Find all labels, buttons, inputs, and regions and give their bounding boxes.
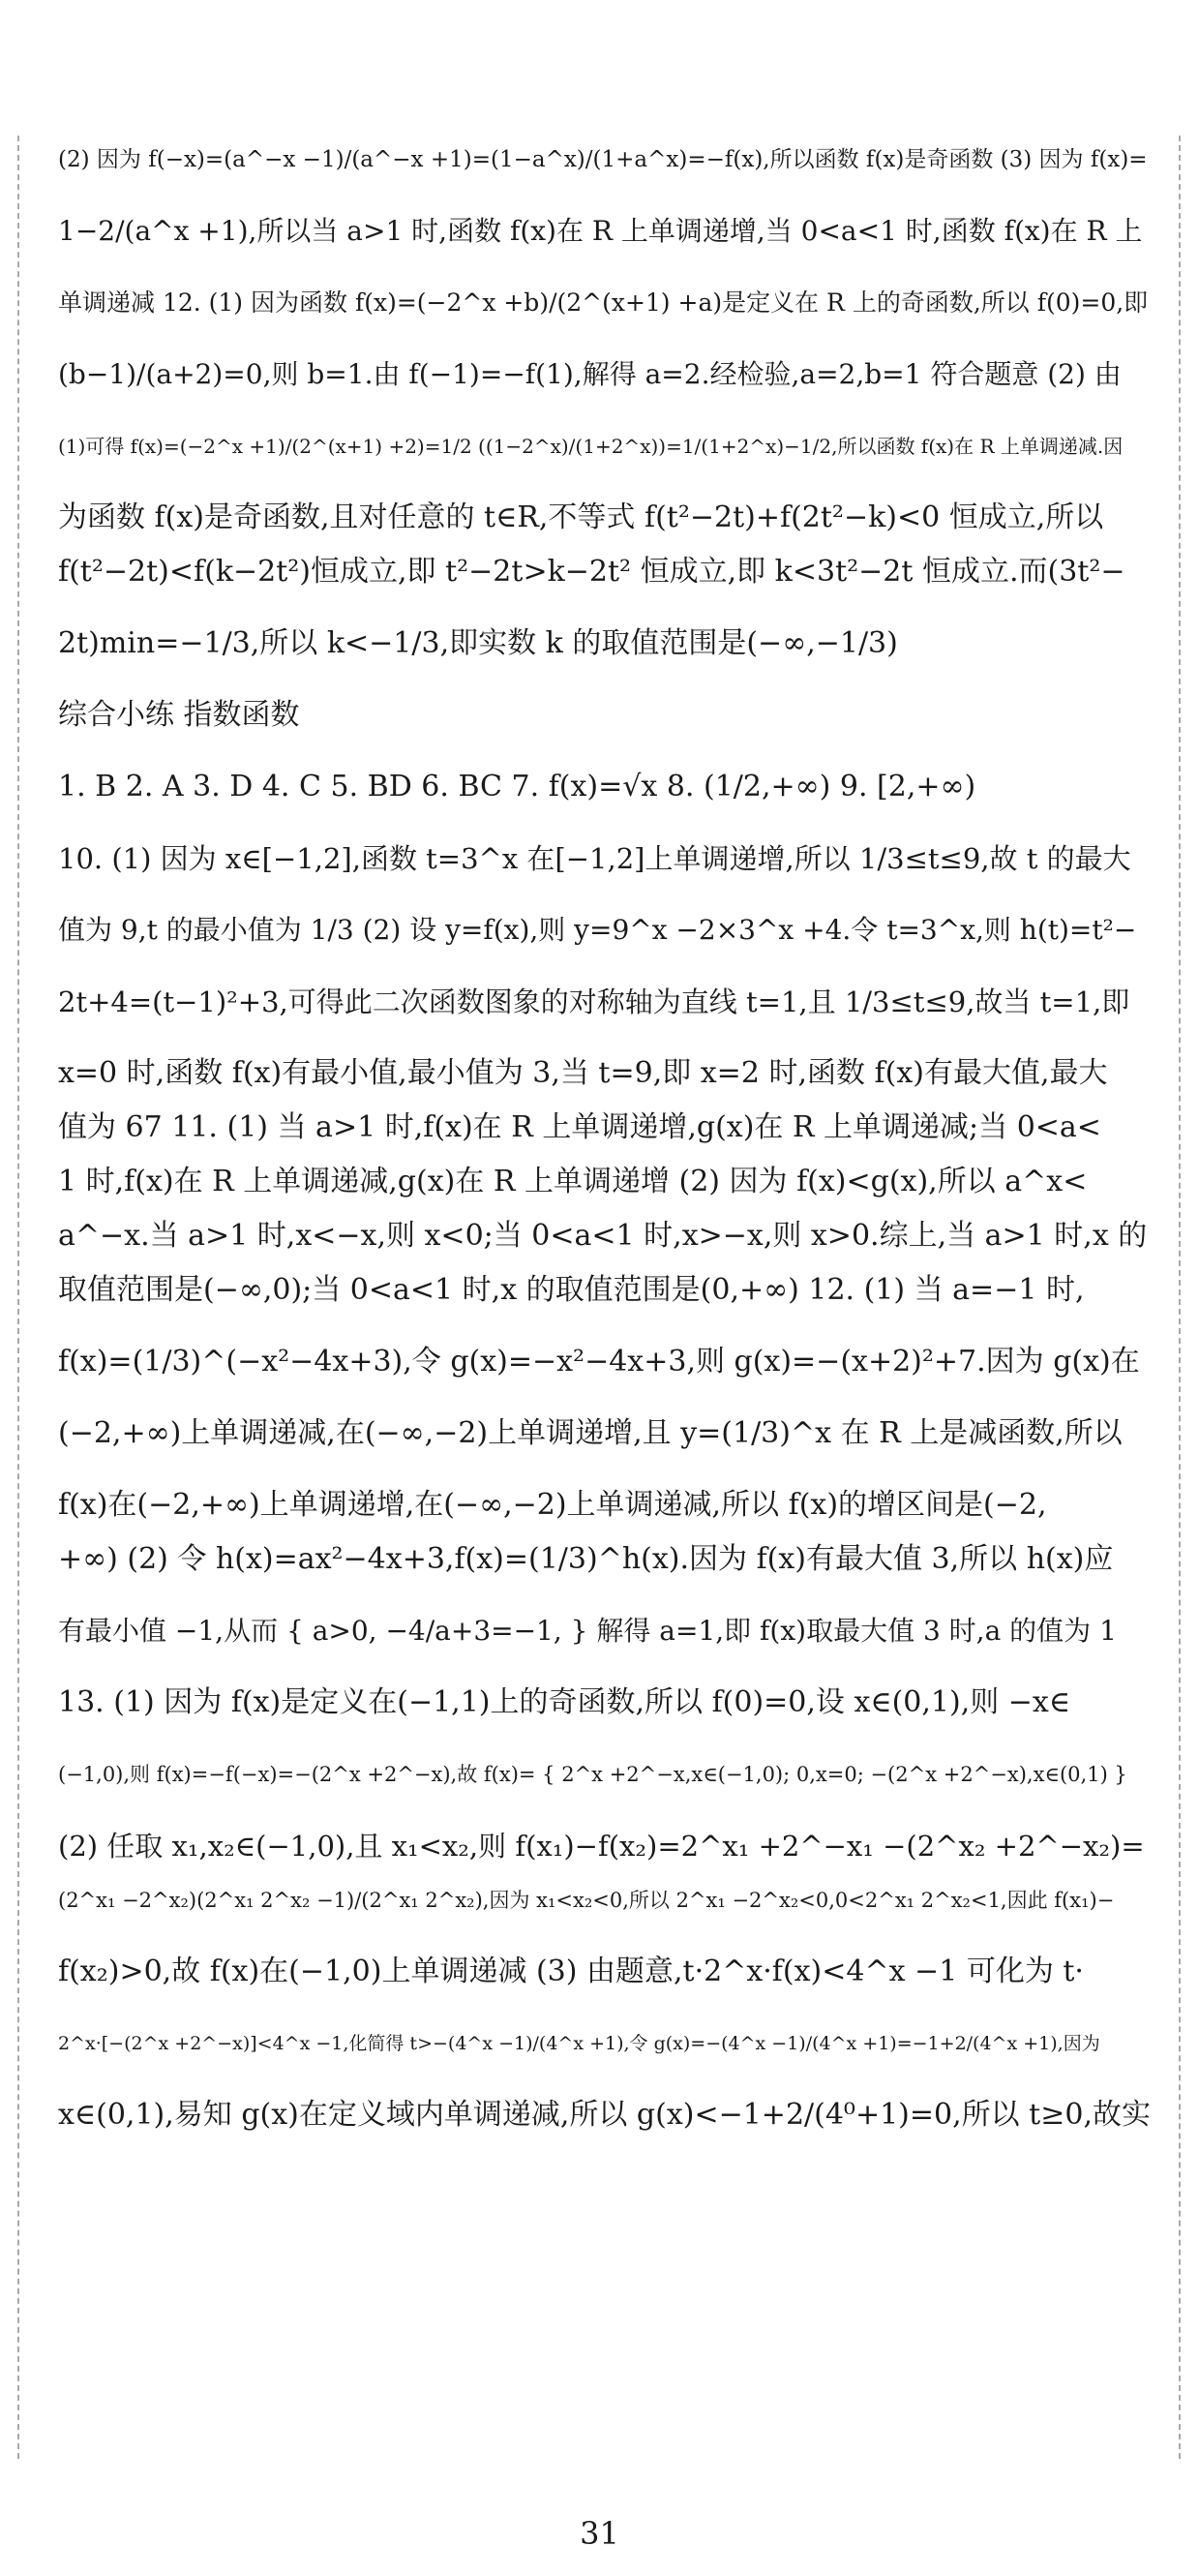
text-line: (2) 任取 x₁,x₂∈(−1,0),且 x₁<x₂,则 f(x₁)−f(x₂)=2^x₁ +2^−x₁ −(2^x₂ +2^−x₂)=: [58, 1830, 1145, 1863]
section-heading: 综合小练 指数函数: [58, 698, 300, 732]
text-line: (−2,+∞)上单调递减,在(−∞,−2)上单调递增,且 y=(1/3)^x 在 R 上是减函数,所以: [58, 1416, 1123, 1450]
answer-key-line: 1. B 2. A 3. D 4. C 5. BD 6. BC 7. f(x)=√x 8. (1/2,+∞) 9. [2,+∞): [58, 770, 976, 803]
text-line: x∈(0,1),易知 g(x)在定义域内单调递减,所以 g(x)<−1+2/(4⁰+1)=0,所以 t≥0,故实: [58, 2098, 1151, 2132]
text-line: 单调递减 12. (1) 因为函数 f(x)=(−2^x +b)/(2^(x+1) +a)是定义在 R 上的奇函数,所以 f(0)=0,即: [58, 288, 1149, 317]
text-line: f(x)=(1/3)^(−x²−4x+3),令 g(x)=−x²−4x+3,则 g(x)=−(x+2)²+7.因为 g(x)在: [58, 1345, 1140, 1379]
text-line: 2^x·[−(2^x +2^−x)]<4^x −1,化简得 t>−(4^x −1)/(4^x +1),令 g(x)=−(4^x −1)/(4^x +1)=−1+2/(4^x +1),因为: [58, 2033, 1100, 2054]
text-line: 值为 67 11. (1) 当 a>1 时,f(x)在 R 上单调递增,g(x)在 R 上单调递减;当 0<a<: [58, 1110, 1101, 1144]
text-line: 13. (1) 因为 f(x)是定义在(−1,1)上的奇函数,所以 f(0)=0,设 x∈(0,1),则 −x∈: [58, 1685, 1071, 1719]
answer-text-body: [58, 145, 1152, 2155]
text-line: 1−2/(a^x +1),所以当 a>1 时,函数 f(x)在 R 上单调递增,当 0<a<1 时,函数 f(x)在 R 上: [58, 215, 1143, 247]
right-dashed-border: [1179, 136, 1181, 2459]
text-line: f(x₂)>0,故 f(x)在(−1,0)上单调递减 (3) 由题意,t·2^x·f(x)<4^x −1 可化为 t·: [58, 1955, 1084, 1988]
text-line: 有最小值 −1,从而 { a>0, −4/a+3=−1, } 解得 a=1,即 f(x)取最大值 3 时,a 的值为 1: [58, 1615, 1117, 1647]
text-line: 2t+4=(t−1)²+3,可得此二次函数图象的对称轴为直线 t=1,且 1/3≤t≤9,故当 t=1,即: [58, 985, 1130, 1018]
page-number: 31: [580, 2515, 619, 2552]
text-line: 1 时,f(x)在 R 上单调递减,g(x)在 R 上单调递增 (2) 因为 f(x)<g(x),所以 a^x<: [58, 1165, 1088, 1198]
text-line: 2t)min=−1/3,所以 k<−1/3,即实数 k 的取值范围是(−∞,−1/3): [58, 626, 898, 660]
text-line: 值为 9,t 的最小值为 1/3 (2) 设 y=f(x),则 y=9^x −2×3^x +4.令 t=3^x,则 h(t)=t²−: [58, 914, 1137, 946]
text-line: f(t²−2t)<f(k−2t²)恒成立,即 t²−2t>k−2t² 恒成立,即 k<3t²−2t 恒成立.而(3t²−: [58, 555, 1125, 589]
text-line: +∞) (2) 令 h(x)=ax²−4x+3,f(x)=(1/3)^h(x).因为 f(x)有最大值 3,所以 h(x)应: [58, 1542, 1114, 1576]
text-line: (2^x₁ −2^x₂)(2^x₁ 2^x₂ −1)/(2^x₁ 2^x₂),因为 x₁<x₂<0,所以 2^x₁ −2^x₂<0,0<2^x₁ 2^x₂<1,因此 f(x₁)−: [58, 1889, 1115, 1912]
text-line: f(x)在(−2,+∞)上单调递增,在(−∞,−2)上单调递减,所以 f(x)的增区间是(−2,: [58, 1488, 1047, 1522]
text-line: 10. (1) 因为 x∈[−1,2],函数 t=3^x 在[−1,2]上单调递增,所以 1/3≤t≤9,故 t 的最大: [58, 842, 1131, 875]
text-line: a^−x.当 a>1 时,x<−x,则 x<0;当 0<a<1 时,x>−x,则 x>0.综上,当 a>1 时,x 的: [58, 1219, 1148, 1253]
text-line: 为函数 f(x)是奇函数,且对任意的 t∈R,不等式 f(t²−2t)+f(2t²−k)<0 恒成立,所以: [58, 500, 1104, 534]
text-line: (−1,0),则 f(x)=−f(−x)=−(2^x +2^−x),故 f(x)= { 2^x +2^−x,x∈(−1,0); 0,x=0; −(2^x +2^−x),x∈(0,1) }: [58, 1763, 1127, 1786]
text-line: (b−1)/(a+2)=0,则 b=1.由 f(−1)=−f(1),解得 a=2.经检验,a=2,b=1 符合题意 (2) 由: [58, 358, 1122, 390]
text-line: 取值范围是(−∞,0);当 0<a<1 时,x 的取值范围是(0,+∞) 12. (1) 当 a=−1 时,: [58, 1273, 1085, 1307]
left-dashed-border: [17, 136, 19, 2459]
text-line: (2) 因为 f(−x)=(a^−x −1)/(a^−x +1)=(1−a^x)/(1+a^x)=−f(x),所以函数 f(x)是奇函数 (3) 因为 f(x)=: [58, 147, 1148, 172]
text-line: (1)可得 f(x)=(−2^x +1)/(2^(x+1) +2)=1/2 ((1−2^x)/(1+2^x))=1/(1+2^x)−1/2,所以函数 f(x)在 R 上单调递减.因: [58, 435, 1124, 458]
text-line: x=0 时,函数 f(x)有最小值,最小值为 3,当 t=9,即 x=2 时,函数 f(x)有最大值,最大: [58, 1056, 1108, 1090]
